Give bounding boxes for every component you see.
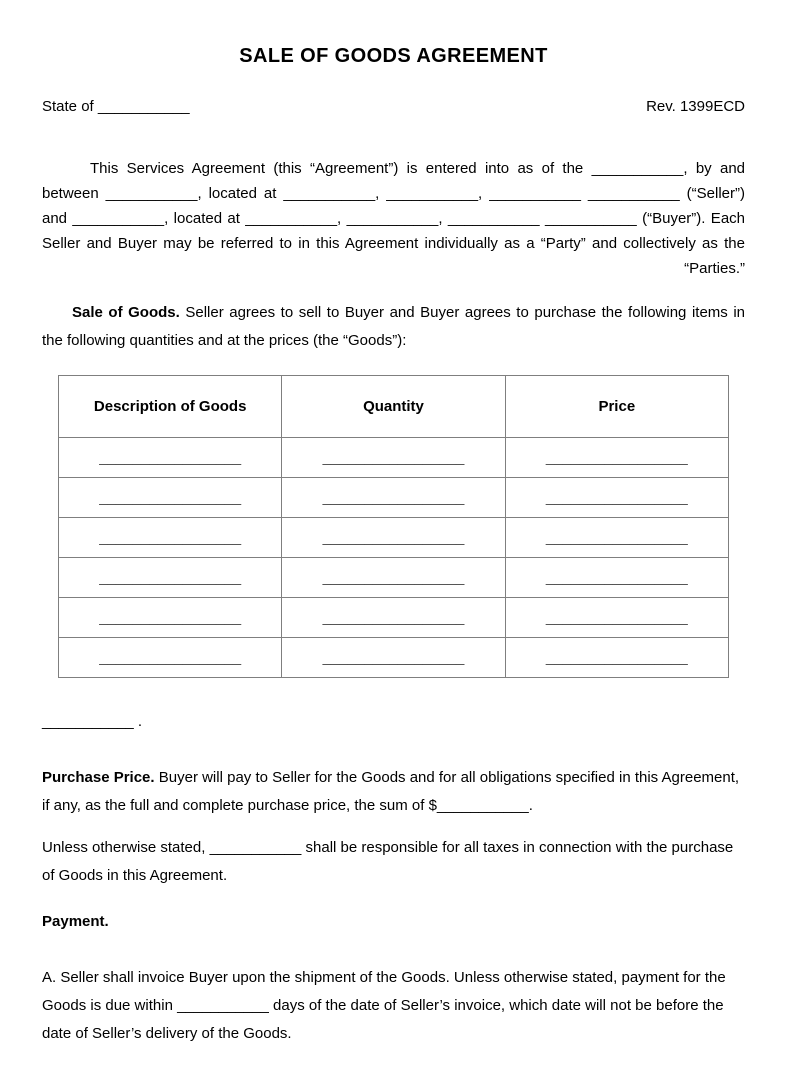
goods-table-blank-cell: _________________ — [282, 518, 505, 558]
goods-table-blank-cell: _________________ — [59, 478, 282, 518]
goods-table-blank-cell: _________________ — [505, 438, 728, 478]
goods-table-row — [59, 638, 729, 678]
after-table-blank-field: ___________ . — [42, 713, 143, 730]
goods-table-blank-cell: _________________ — [505, 478, 728, 518]
state-of-field: State of ___________ — [42, 98, 190, 115]
goods-table-blank-cell: _________________ — [505, 598, 728, 638]
taxes-paragraph: Unless otherwise stated, ___________ shall be responsible for all taxes in connection with the purchase of Goods in this Agreement. — [42, 839, 734, 884]
goods-table-blank-cell: _________________ — [282, 558, 505, 598]
goods-table-blank-cell: _________________ — [59, 598, 282, 638]
goods-table-blank-cell: _________________ — [59, 518, 282, 558]
goods-table — [58, 375, 729, 678]
goods-table-blank-cell: _________________ — [59, 638, 282, 678]
goods-table-row — [59, 438, 729, 478]
goods-table-header-description: Description of Goods — [59, 376, 282, 438]
goods-table-row — [59, 518, 729, 558]
goods-table-header-row — [59, 376, 729, 438]
goods-table-blank-cell: _________________ — [59, 438, 282, 478]
goods-table-row — [59, 598, 729, 638]
goods-table-header-quantity: Quantity — [282, 376, 505, 438]
purchase-price-heading: Purchase Price. — [42, 769, 155, 786]
meta-row — [42, 98, 745, 116]
purchase-price-body: Buyer will pay to Seller for the Goods and for all obligations specified in this Agreement, if any, as the full and complete purchase price, the sum of $___________. — [42, 769, 740, 814]
goods-table-blank-cell: _________________ — [282, 478, 505, 518]
sale-of-goods-body: Seller agrees to sell to Buyer and Buyer agrees to purchase the following items in the following quantities and at the prices (the “Goods”): — [42, 304, 746, 349]
purchase-price-paragraph — [42, 764, 745, 820]
sale-of-goods-heading: Sale of Goods. — [72, 304, 180, 321]
goods-table-blank-cell: _________________ — [505, 558, 728, 598]
goods-table-blank-cell: _________________ — [505, 638, 728, 678]
revision-label: Rev. 1399ECD — [646, 98, 745, 115]
payment-clause-a: A. Seller shall invoice Buyer upon the shipment of the Goods. Unless otherwise stated, payment for the Goods is due within ___________ days of the date of Seller’s invoice, which date will not be before the date of Seller’s delivery of the Goods. — [42, 969, 726, 1042]
payment-heading: Payment. — [42, 913, 109, 930]
goods-table-body — [59, 438, 729, 678]
goods-table-blank-cell: _________________ — [59, 558, 282, 598]
goods-table-blank-cell: _________________ — [282, 598, 505, 638]
sale-of-goods-paragraph — [42, 299, 745, 355]
goods-table-header-price: Price — [505, 376, 728, 438]
goods-table-blank-cell: _________________ — [282, 638, 505, 678]
goods-table-row — [59, 478, 729, 518]
goods-table-blank-cell: _________________ — [282, 438, 505, 478]
intro-paragraph: This Services Agreement (this “Agreement”) is entered into as of the ___________, by and between ___________, located at ___________, ___________, ___________ ___________ (“Seller”) and ___________, located at ___________, ___________, ___________ ___________ (“Buyer”). Each Seller and Buyer may be referred to in this Agreement individually as a “Party” and collectively as the “Parties.” — [42, 160, 745, 277]
document-title: SALE OF GOODS AGREEMENT — [239, 45, 548, 67]
goods-table-blank-cell: _________________ — [505, 518, 728, 558]
goods-table-row — [59, 558, 729, 598]
